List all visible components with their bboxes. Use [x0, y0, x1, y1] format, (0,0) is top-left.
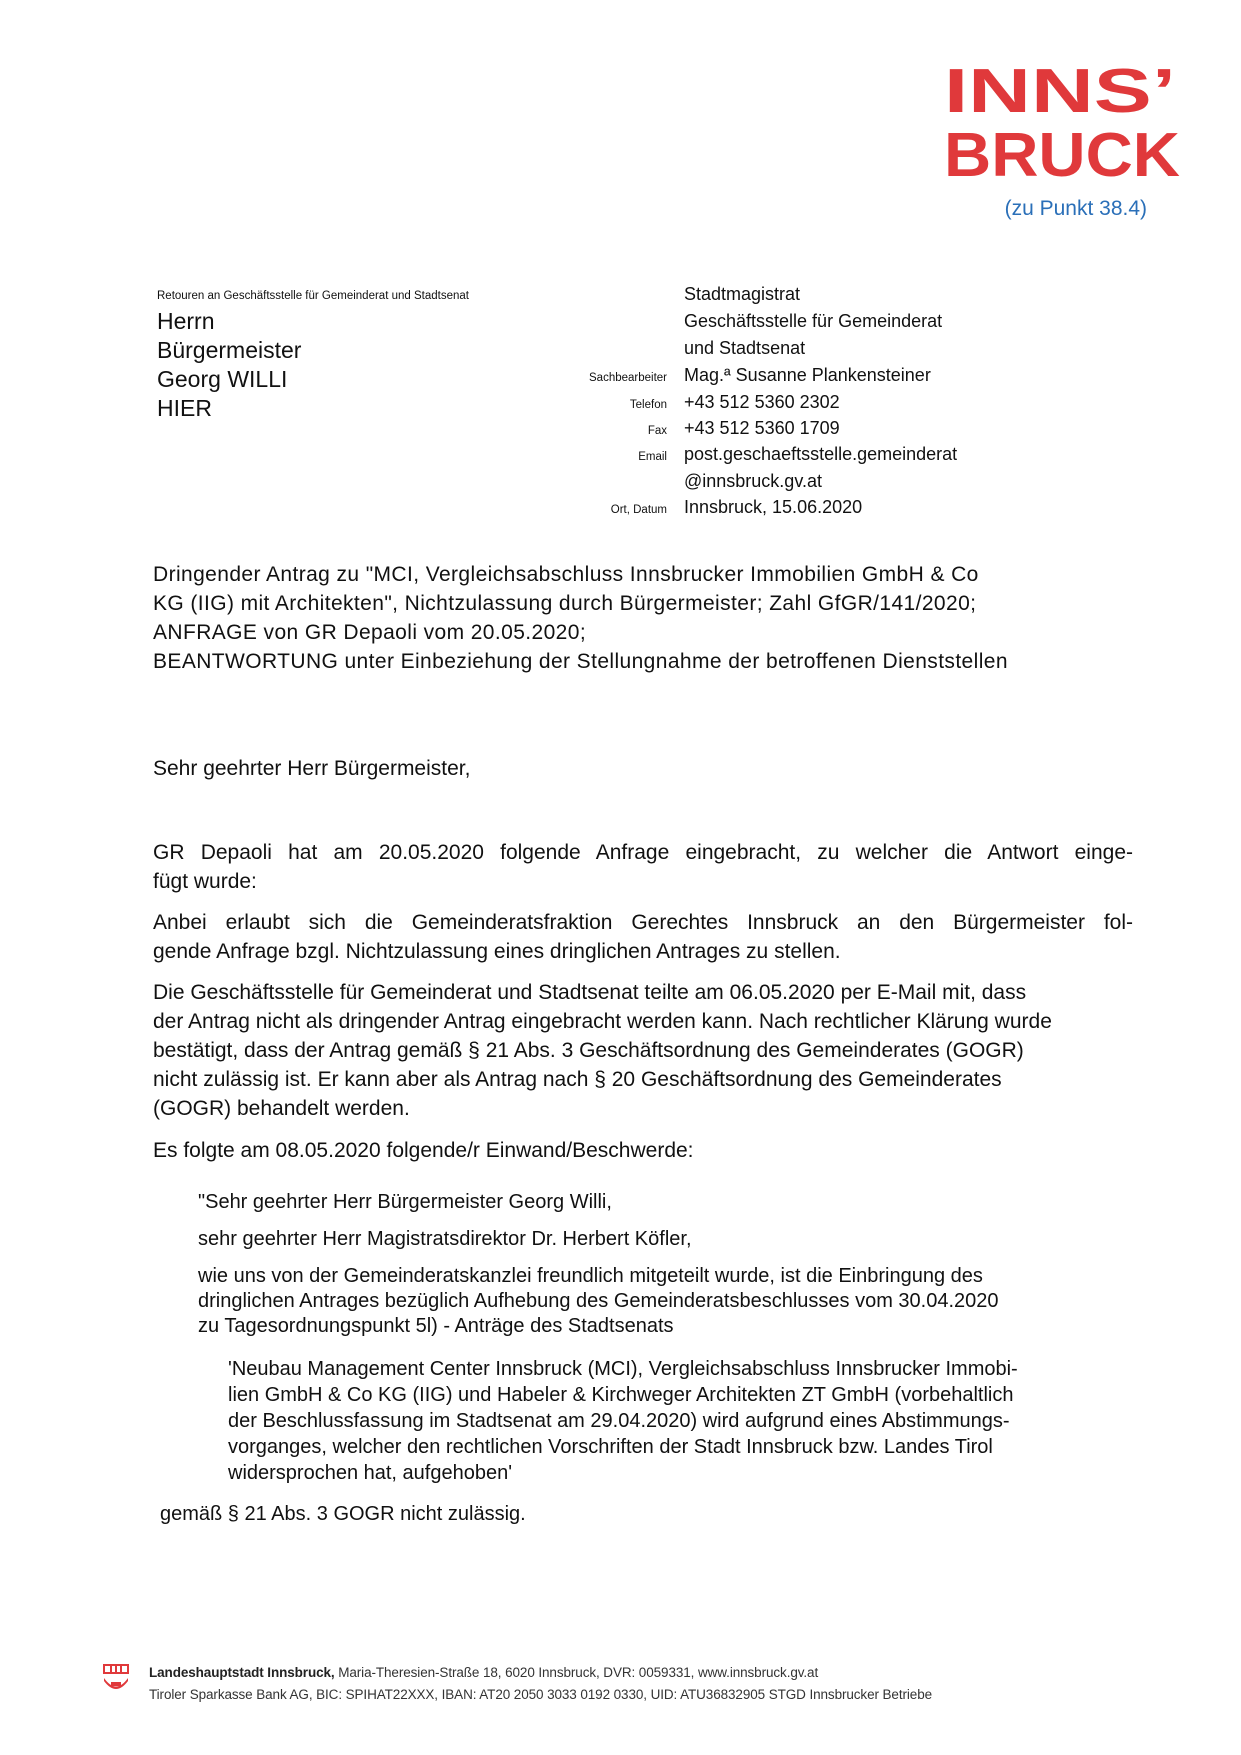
paragraph-line: Anbei erlaubt sich die Gemeinderatsfraktion Gerechtes Innsbruck an den Bürgermeister fol- [153, 911, 1133, 934]
inner-quote [228, 1356, 1133, 1486]
quote-text-line: zu Tagesordnungspunkt 5l) - Anträge des Stadtsenats [198, 1315, 674, 1337]
subject-line: Dringender Antrag zu "MCI, Vergleichsabschluss Innsbrucker Immobilien GmbH & Co [153, 563, 979, 586]
salutation: Sehr geehrter Herr Bürgermeister, [153, 757, 471, 780]
paragraph-line: bestätigt, dass der Antrag gemäß § 21 Abs. 3 Geschäftsordnung des Gemeinderates (GOGR) [153, 1039, 1024, 1062]
sender-office: und Stadtsenat [684, 338, 806, 358]
footer-city: Landeshauptstadt Innsbruck, [149, 1665, 335, 1680]
inner-quote-line: 'Neubau Management Center Innsbruck (MCI), Vergleichsabschluss Innsbrucker Immobi- [228, 1358, 1018, 1380]
paragraph-line: Die Geschäftsstelle für Gemeinderat und Stadtsenat teilte am 06.05.2020 per E-Mail mit, dass [153, 981, 1027, 1004]
email-value-cont: @innsbruck.gv.at [684, 471, 822, 491]
date-label: Ort, Datum [610, 504, 667, 516]
email-value: post.geschaeftsstelle.gemeinderat [684, 444, 958, 464]
recipient-line: Georg WILLI [157, 366, 288, 392]
quote-text-line: wie uns von der Gemeinderatskanzlei freundlich mitgeteilt wurde, ist die Einbringung des [198, 1265, 983, 1287]
paragraph [153, 1136, 1133, 1165]
footer-address: Maria-Theresien-Straße 18, 6020 Innsbruck, DVR: 0059331, www.innsbruck.gv.at [334, 1665, 819, 1680]
return-address-line: Retouren an Geschäftsstelle für Gemeinderat und Stadtsenat [157, 290, 469, 302]
subject-line: BEANTWORTUNG unter Einbeziehung der Stellungnahme der betroffenen Dienststellen [153, 650, 1008, 673]
quote-line [198, 1190, 1133, 1215]
quote-greeting: "Sehr geehrter Herr Bürgermeister Georg Willi, [198, 1191, 612, 1213]
clerk-name: Mag.ª Susanne Plankensteiner [684, 365, 931, 385]
inner-quote-line: lien GmbH & Co KG (IIG) und Habeler & Kirchweger Architekten ZT GmbH (vorbehaltlich [228, 1384, 1014, 1406]
recipient-line: Bürgermeister [157, 337, 302, 363]
city-crest-icon [102, 1663, 130, 1693]
quote-paragraph [198, 1264, 1133, 1339]
innsbruck-logo [944, 58, 1184, 180]
inner-quote-line: der Beschlussfassung im Stadtsenat am 29.04.2020) wird aufgrund eines Abstimmungs- [228, 1410, 1010, 1432]
footer-line-1 [149, 1665, 818, 1680]
quote-text-line: dringlichen Antrages bezüglich Aufhebung des Gemeinderatsbeschlusses vom 30.04.2020 [198, 1290, 999, 1312]
topic-reference: (zu Punkt 38.4) [1004, 197, 1147, 220]
email-label: Email [638, 451, 667, 463]
paragraph [153, 908, 1133, 966]
paragraph-line: gende Anfrage bzgl. Nichtzulassung eines dringlichen Antrages zu stellen. [153, 940, 841, 963]
quote-greeting: sehr geehrter Herr Magistratsdirektor Dr. Herbert Köfler, [198, 1228, 692, 1250]
fax-label: Fax [647, 425, 667, 437]
quote-closing: gemäß § 21 Abs. 3 GOGR nicht zulässig. [160, 1503, 526, 1525]
svg-text:BRUCK: BRUCK [944, 121, 1181, 180]
inner-quote-line: widersprochen hat, aufgehoben' [228, 1462, 513, 1484]
paragraph-line: nicht zulässig ist. Er kann aber als Antrag nach § 20 Geschäftsordnung des Gemeinderates [153, 1068, 1002, 1091]
paragraph-line: (GOGR) behandelt werden. [153, 1097, 410, 1120]
inner-quote-line: vorganges, welcher den rechtlichen Vorschriften der Stadt Innsbruck bzw. Landes Tirol [228, 1436, 993, 1458]
paragraph [153, 978, 1133, 1123]
paragraph [153, 838, 1133, 896]
paragraph-line: der Antrag nicht als dringender Antrag eingebracht werden kann. Nach rechtlicher Klärung wurde [153, 1010, 1052, 1033]
paragraph-line: GR Depaoli hat am 20.05.2020 folgende Anfrage eingebracht, zu welcher die Antwort einge- [153, 841, 1133, 864]
subject-line: ANFRAGE von GR Depaoli vom 20.05.2020; [153, 621, 587, 644]
fax-value: +43 512 5360 1709 [684, 418, 840, 438]
recipient-line: HIER [157, 395, 212, 421]
footer-line-2: Tiroler Sparkasse Bank AG, BIC: SPIHAT22XXX, IBAN: AT20 2050 3033 0192 0330, UID: ATU36832905 STGD Innsbrucker Betriebe [149, 1687, 933, 1702]
date-value: Innsbruck, 15.06.2020 [684, 497, 863, 517]
phone-value: +43 512 5360 2302 [684, 392, 840, 412]
sender-office: Geschäftsstelle für Gemeinderat [684, 311, 943, 331]
subject-line: KG (IIG) mit Architekten", Nichtzulassung durch Bürgermeister; Zahl GfGR/141/2020; [153, 592, 977, 615]
svg-text:INNS’: INNS’ [944, 58, 1176, 126]
subject [153, 560, 1113, 676]
recipient-line: Herrn [157, 308, 215, 334]
phone-label: Telefon [629, 399, 667, 411]
paragraph-line: fügt wurde: [153, 870, 257, 893]
paragraph-line: Es folgte am 08.05.2020 folgende/r Einwand/Beschwerde: [153, 1139, 694, 1162]
clerk-label: Sachbearbeiter [589, 372, 667, 384]
quote-line [198, 1227, 1133, 1252]
sender-office: Stadtmagistrat [684, 284, 801, 304]
